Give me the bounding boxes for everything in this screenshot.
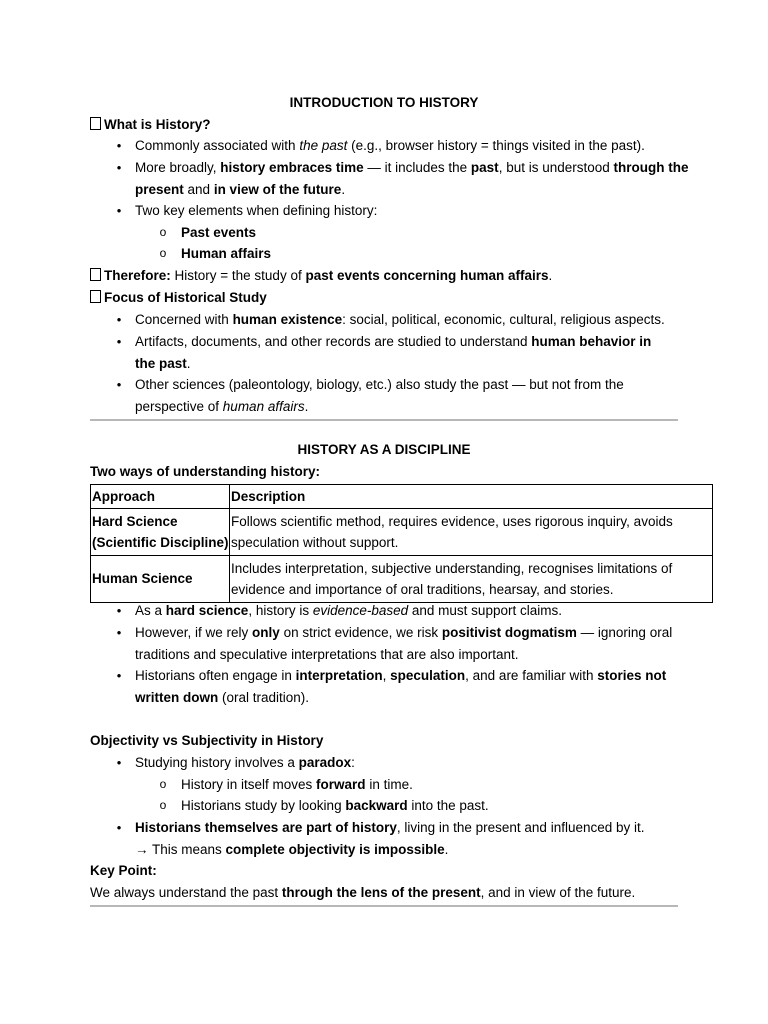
list-item: Other sciences (paleontology, biology, etc.) also study the past — but not from the perspective of human affairs. [135,377,624,414]
divider [90,905,678,907]
table-cell-approach: Hard Science (Scientific Discipline) [91,509,230,556]
list-item: Artifacts, documents, and other records are studied to understand human behavior in the past. [135,334,652,371]
list-item: Studying history involves a paradox: [135,755,355,770]
sub-list-item: Historians study by looking backward into the past. [181,798,489,813]
checkbox-icon [90,117,101,130]
table-row [91,509,713,556]
sub-bullet-icon: o [159,246,167,260]
list-item: Concerned with human existence: social, political, economic, cultural, religious aspects. [135,312,665,327]
bullet-icon: • [116,377,122,392]
list-item: However, if we rely only on strict evidence, we risk positivist dogmatism — ignoring oral traditions and speculative interpretations that are also important. [135,625,673,662]
bullet-icon: • [116,820,122,835]
sub-list-item: History in itself moves forward in time. [181,777,413,792]
list-item: Two key elements when defining history: [135,203,378,218]
bullet-icon: • [116,312,122,327]
table-cell-approach: Human Science [91,556,230,603]
divider [90,419,678,421]
key-point-text: We always understand the past through the lens of the present, and in view of the future. [90,885,636,900]
section-heading-what-is-history: What is History? [90,114,710,135]
sub-list-item: Past events [181,225,257,240]
bullet-icon: • [116,625,122,640]
table-cell-description: Includes interpretation, subjective understanding, recognises limitations of evidence and importance of oral traditions, hearsay, and stories. [230,556,713,603]
list-item: As a hard science, history is evidence-based and must support claims. [135,603,562,618]
arrow-line: → This means complete objectivity is impossible. [135,842,449,857]
approach-table [90,484,713,603]
table-header-row [91,485,713,509]
bullet-icon: • [116,603,122,618]
sub-bullet-icon: o [159,225,167,239]
section-heading-objectivity: Objectivity vs Subjectivity in History [90,733,324,748]
bullet-icon: • [116,755,122,770]
ways-heading: Two ways of understanding history: [90,464,321,479]
sub-bullet-icon: o [159,798,167,812]
table-header-cell: Description [230,485,713,509]
table-row [91,556,713,603]
checkbox-icon [90,290,101,303]
list-item: More broadly, history embraces time — it includes the past, but is understood through the present and in view of the future. [135,160,689,197]
therefore-line: Therefore: History = the study of past events concerning human affairs. [90,265,710,286]
page-title: INTRODUCTION TO HISTORY [289,95,479,110]
sub-bullet-icon: o [159,777,167,791]
bullet-icon: • [116,668,122,683]
table-cell-description: Follows scientific method, requires evidence, uses rigorous inquiry, avoids speculation without support. [230,509,713,556]
key-point-label: Key Point: [90,863,157,878]
checkbox-icon [90,268,101,281]
list-item: Commonly associated with the past (e.g., browser history = things visited in the past). [135,138,645,153]
bullet-icon: • [116,138,122,153]
sub-list-item: Human affairs [181,246,272,261]
section-title-discipline: HISTORY AS A DISCIPLINE [297,442,471,457]
list-item: Historians themselves are part of history, living in the present and influenced by it. [135,820,645,835]
bullet-icon: • [116,160,122,175]
bullet-icon: • [116,334,122,349]
table-header-cell: Approach [91,485,230,509]
bullet-icon: • [116,203,122,218]
section-heading-focus: Focus of Historical Study [90,287,710,308]
list-item: Historians often engage in interpretation, speculation, and are familiar with stories not written down (oral tradition). [135,668,667,705]
